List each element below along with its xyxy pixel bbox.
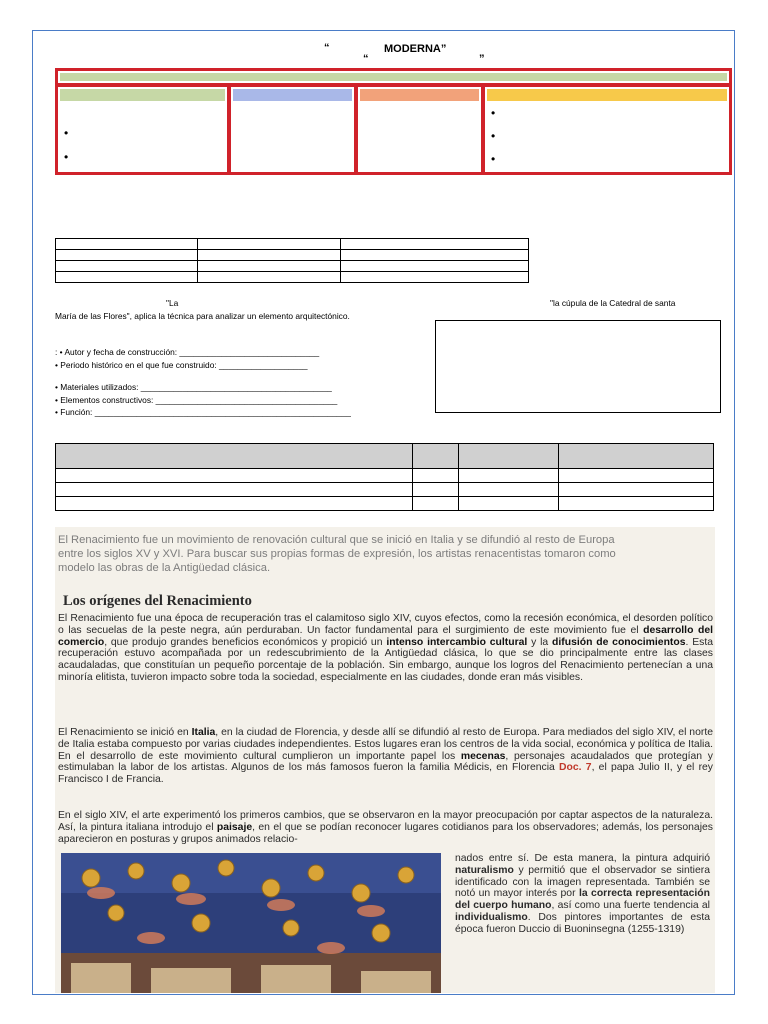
table-row (56, 469, 714, 483)
textbook-scan (55, 527, 715, 993)
organizer-column-1[interactable] (55, 84, 230, 175)
blank-grid-table (55, 238, 529, 283)
paragraph-2: El Renacimiento se inició en Italia, en la ciudad de Florencia, y desde allí se difundió al resto de Europa. Para mediados del siglo XIV, el norte de Italia estaba compuesto por varias ciudades independientes. Estos lugares eran los centros de la vida social, económica y política de Italia. En el desarrollo de este movimiento cultural cumplieron un importante papel los mecenas, personajes acaudalados que protegían y estimulaban la labor de los artistas. Algunos de los más famosos fueron la familia Médicis, en Florencia Doc. 7, el papa Julio II, y el rey Francisco I de Francia. (58, 727, 714, 786)
analysis-intro-left: "La (166, 298, 179, 308)
organizer-column-4[interactable] (482, 84, 732, 175)
subtitle-quote-open: “ (363, 53, 369, 65)
subtitle-quote-close: ” (479, 53, 485, 65)
organizer-table (55, 68, 732, 175)
table-row (56, 250, 529, 261)
table-row (56, 239, 529, 250)
organizer-column-2-header (233, 89, 352, 101)
organizer-column-3[interactable] (355, 84, 484, 175)
textbook-intro: El Renacimiento fue un movimiento de renovación cultural que se inició en Italia y se difundió al resto de Europa entre los siglos XV y XVI. Para buscar sus propias formas de expresión, los artistas renacentistas tomaron como modelo las obras de la Antigüedad clásica. (58, 534, 616, 574)
table-header-row (56, 444, 714, 469)
field-constructive-elements[interactable]: • Elementos constructivos: _______________________________________ (55, 395, 338, 405)
bullet: • (491, 106, 496, 120)
answer-box[interactable] (435, 320, 721, 413)
table-row (56, 497, 714, 511)
title-quote-open: “ (324, 42, 330, 54)
bullet: • (64, 126, 69, 140)
analysis-intro-right: "la cúpula de la Catedral de santa (550, 298, 676, 308)
field-historical-period[interactable]: • Periodo histórico en el que fue construido: ___________________ (55, 360, 308, 370)
organizer-header-fill (60, 73, 727, 81)
bullet: • (491, 152, 496, 166)
paragraph-1: El Renacimiento fue una época de recuperación tras el calamitoso siglo XIV, cuyos efectos, como la recesión económica, el desorden político o las secuelas de la peste negra, aún perduraban. Un factor fundamental para el surgimiento de este movimiento fue el desarrollo del comercio, que produjo grandes beneficios económicos y propició un intenso intercambio cultural y la difusión de conocimientos. Esta recuperación estuvo acompañada por un redescubrimiento de la Antigüedad clásica, lo que se dio principalmente entre las clases acaudaladas, que constituían un pequeño porcentaje de la población. Sin embargo, aunque los logros del Renacimiento pertenecían a una minoría elitista, tuvieron impacto sobre toda la sociedad, especialmente en las ciudades, donde eran más visibles. (58, 613, 714, 683)
comparison-table (55, 443, 714, 511)
paragraph-4: nados entre sí. De esta manera, la pintura adquirió naturalismo y permitió que el observador se sintiera identificado con la imagen representada. También se notó un mayor interés por la correcta representación del cuerpo humano, así como una fuerte tendencia al individualismo. Dos pintores importantes de esta época fueron Duccio di Buoninsegna (1255-1319) (455, 853, 710, 935)
paragraph-3: En el siglo XIV, el arte experimentó los primeros cambios, que se observaron en la mayor preocupación por captar aspectos de la naturaleza. Así, la pintura italiana introdujo el paisaje, en el que se podían reconocer lugares cotidianos para los observadores; además, los personajes aparecieron en posturas y grupos animados relacio- (58, 810, 713, 845)
field-materials[interactable]: • Materiales utilizados: _________________________________________ (55, 382, 332, 392)
organizer-column-4-header (487, 89, 727, 101)
painting-image (61, 853, 441, 993)
bullet: • (491, 129, 496, 143)
table-row (56, 261, 529, 272)
table-row (56, 272, 529, 283)
page-title: MODERNA” (384, 43, 447, 55)
field-function[interactable]: • Función: _______________________________________________________ (55, 407, 351, 417)
bullet: • (64, 150, 69, 164)
organizer-column-2[interactable] (228, 84, 357, 175)
table-row (56, 483, 714, 497)
field-author-date[interactable]: : • Autor y fecha de construcción: ______________________________ (55, 347, 320, 357)
giotto-fresco-illustration (61, 853, 441, 993)
organizer-column-3-header (360, 89, 479, 101)
analysis-intro-line2: María de las Flores", aplica la técnica para analizar un elemento arquitectónico. (55, 311, 350, 321)
section-title: Los orígenes del Renacimiento (63, 593, 252, 609)
organizer-column-1-header (60, 89, 225, 101)
